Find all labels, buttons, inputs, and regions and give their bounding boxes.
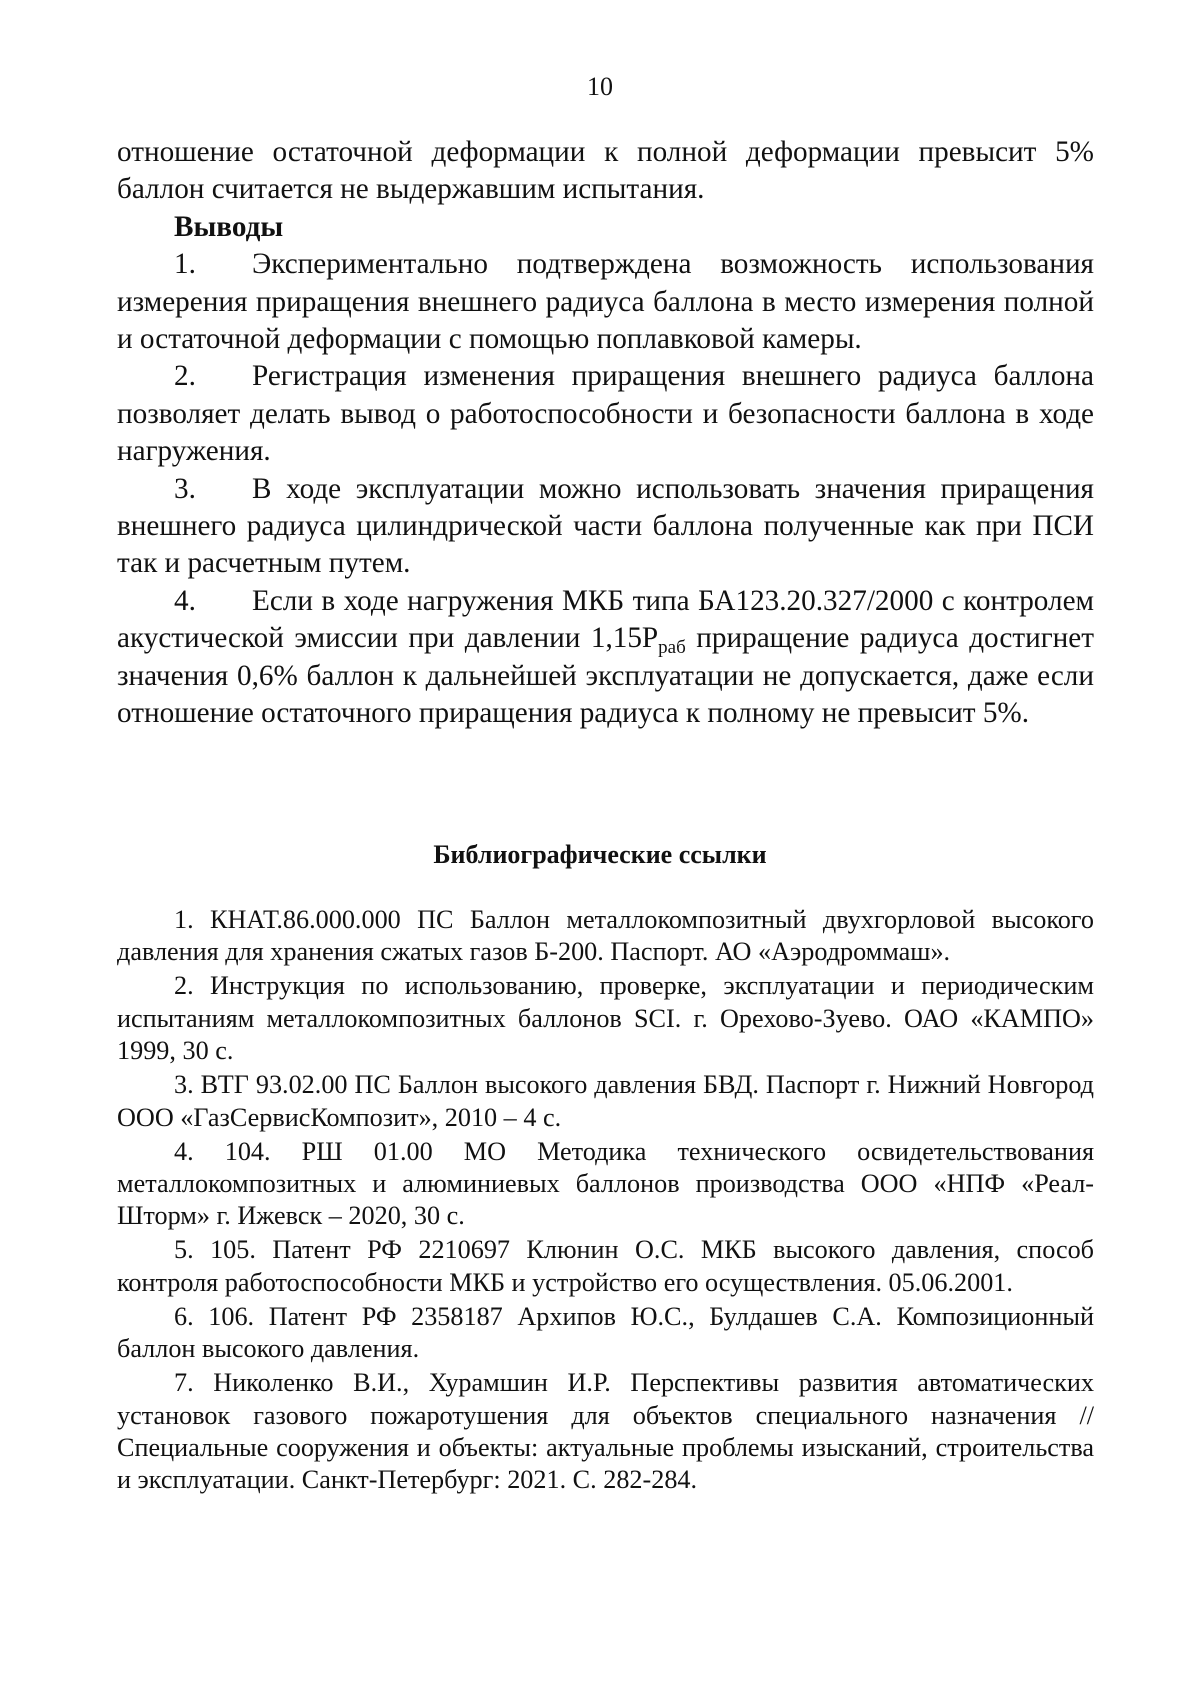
conclusion-text: Экспериментально подтверждена возможность использования измерения приращения внешнего радиуса баллона в место измерения полной и остаточной деформации с помощью поплавковой камеры. <box>117 248 1094 356</box>
reference-item: 5. 105. Патент РФ 2210697 Клюнин О.С. МКБ высокого давления, способ контроля работоспособности МКБ и устройство его осуществления. 05.06.2001. <box>117 1235 1094 1297</box>
conclusion-item <box>117 583 1094 733</box>
reference-item: 7. Николенко В.И., Хурамшин И.Р. Перспективы развития автоматических установок газового пожаротушения для объектов специального назначения // Специальные сооружения и объекты: актуальные проблемы изысканий, строительства и эксплуатации. Санкт-Петербург: 2021. С. 282-284. <box>117 1368 1094 1495</box>
conclusion-number: 2. <box>174 360 196 393</box>
conclusion-item <box>117 471 1094 583</box>
conclusion-item <box>117 246 1094 358</box>
reference-item: 1. КНАТ.86.000.000 ПС Баллон металлокомпозитный двухгорловой высокого давления для хранения сжатых газов Б-200. Паспорт. АО «Аэродроммаш». <box>117 905 1094 967</box>
conclusion-number: 3. <box>174 472 196 505</box>
page-number: 10 <box>587 72 613 101</box>
intro-paragraph: отношение остаточной деформации к полной деформации превысит 5% баллон считается не выдержавшим испытания. <box>117 136 1094 206</box>
main-text <box>117 134 1094 733</box>
bibliography-heading: Библиографические ссылки <box>433 840 767 869</box>
conclusions-heading: Выводы <box>174 210 284 243</box>
reference-item: 6. 106. Патент РФ 2358187 Архипов Ю.С., Булдашев С.А. Композиционный баллон высокого давления. <box>117 1301 1094 1364</box>
pressure-subscript: раб <box>658 637 686 659</box>
conclusion-number: 4. <box>174 584 196 617</box>
reference-item: 4. 104. РШ 01.00 МО Методика технического освидетельствования металлокомпозитных и алюминиевых баллонов производства ООО «НПФ «Реал-Шторм» г. Ижевск – 2020, 30 с. <box>117 1136 1094 1231</box>
conclusion-text: Регистрация изменения приращения внешнего радиуса баллона позволяет делать вывод о работоспособности и безопасности баллона в ходе нагружения. <box>117 360 1094 468</box>
conclusion-text: Если в ходе нагружения МКБ типа БА123.20.327/2000 с контролем акустической эмиссии при давлении 1,15Р <box>117 584 1094 655</box>
reference-item: 3. ВТГ 93.02.00 ПС Баллон высокого давления БВД. Паспорт г. Нижний Новгород ООО «ГазСервисКомпозит», 2010 – 4 с. <box>117 1070 1094 1132</box>
reference-list <box>117 904 1094 1497</box>
conclusion-text: В ходе эксплуатации можно использовать значения приращения внешнего радиуса цилиндрической части баллона полученные как при ПСИ так и расчетным путем. <box>117 472 1094 580</box>
reference-item: 2. Инструкция по использованию, проверке, эксплуатации и периодическим испытаниям металлокомпозитных баллонов SCI. г. Орехово-Зуево. ОАО «КАМПО» 1999, 30 с. <box>117 971 1094 1066</box>
conclusion-number: 1. <box>174 248 196 281</box>
conclusion-text-continued: приращение радиуса достигнет значения 0,6% баллон к дальнейшей эксплуатации не допускается, даже если отношение остаточного приращения радиуса к полному не превысит 5%. <box>117 622 1095 730</box>
conclusion-item <box>117 358 1094 470</box>
